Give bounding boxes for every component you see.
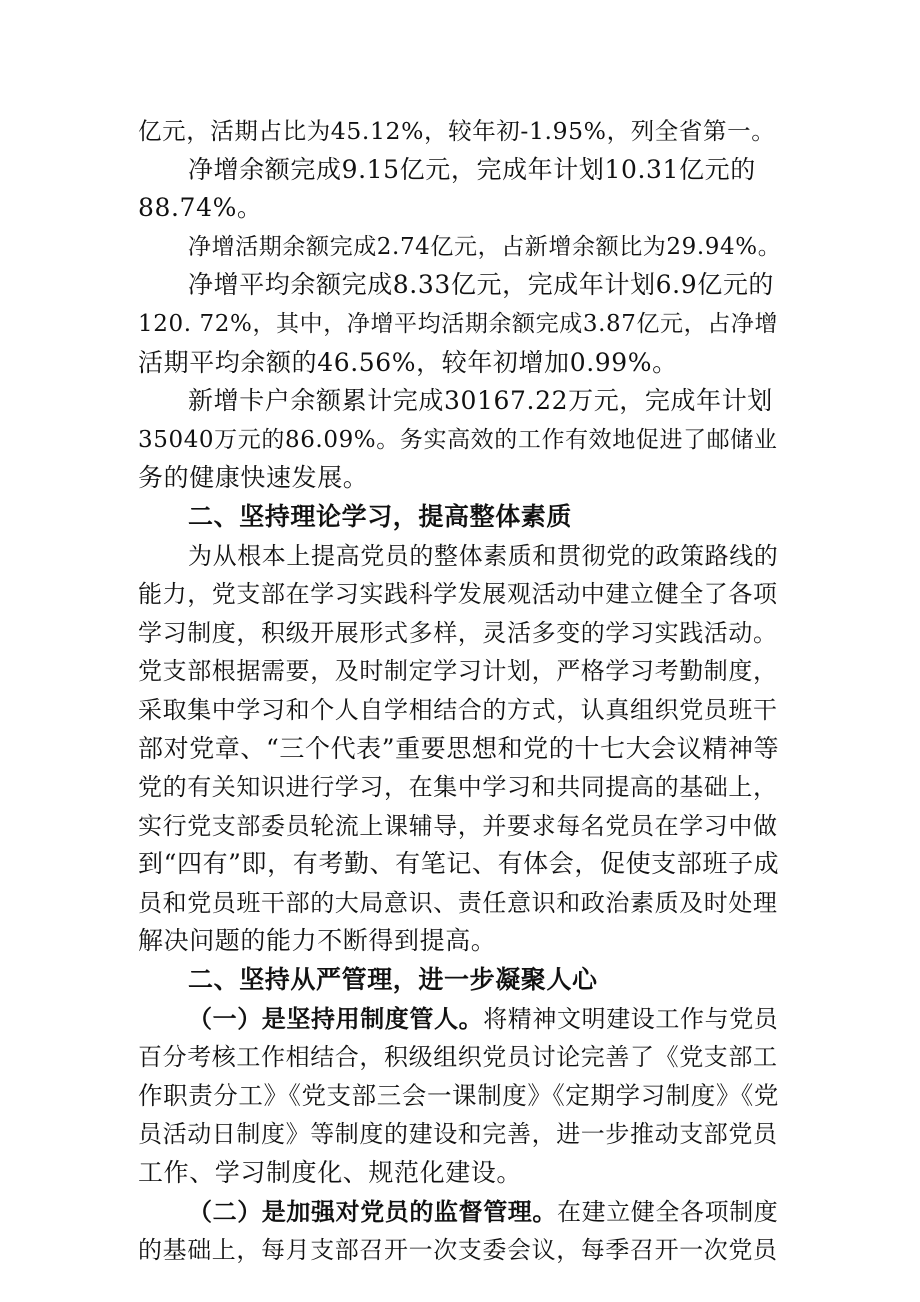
paragraph-line: 员活动日制度》等制度的建设和完善，进一步推动支部党员 xyxy=(138,1120,778,1149)
paragraph-line xyxy=(138,1193,786,1232)
paragraph-line: 35040万元的86.09%。务实高效的工作有效地促进了邮储业 xyxy=(138,426,778,453)
paragraph-line: 工作、学习制度化、规范化建设。 xyxy=(138,1158,523,1188)
paragraph-line: 党的有关知识进行学习，在集中学习和共同提高的基础上， xyxy=(138,773,778,802)
paragraph-line: 务的健康快速发展。 xyxy=(138,463,369,493)
section-heading: 二、坚持理论学习，提高整体素质 xyxy=(188,501,573,531)
paragraph-line: 净增余额完成9.15亿元，完成年计划10.31亿元的 xyxy=(188,154,756,184)
paragraph-text: 将精神文明建设工作与党员 xyxy=(483,1004,779,1033)
paragraph-line: 实行党支部委员轮流上课辅导，并要求每名党员在学习中做 xyxy=(138,811,778,840)
paragraph-line: 学习制度，积级开展形式多样，灵活多变的学习实践活动。 xyxy=(138,618,778,647)
paragraph-line: 部对党章、“三个代表”重要思想和党的十七大会议精神等 xyxy=(138,733,780,763)
paragraph-line: 解决问题的能力不断得到提高。 xyxy=(138,926,497,956)
document-page xyxy=(138,112,786,1270)
paragraph-line: 亿元，活期占比为45.12%，较年初-1.95%，列全省第一。 xyxy=(138,117,776,145)
paragraph-line: 作职责分工》《党支部三会一课制度》《定期学习制度》《党 xyxy=(138,1080,779,1110)
paragraph-line: 净增平均余额完成8.33亿元，完成年计划6.9亿元的 xyxy=(188,270,775,300)
paragraph-line: 新增卡户余额累计完成30167.22万元，完成年计划 xyxy=(188,386,773,416)
paragraph-line: 百分考核工作相结合，积级组织党员讨论完善了《党支部工 xyxy=(138,1043,778,1072)
subsection-lead: （二）是加强对党员的监督管理。 xyxy=(188,1196,557,1226)
paragraph-line: 为从根本上提高党员的整体素质和贯彻党的政策路线的 xyxy=(188,541,779,570)
section-heading: 二、坚持从严管理，进一步凝聚人心 xyxy=(188,965,598,995)
paragraph-line: 员和党员班干部的大局意识、责任意识和政治素质及时处理 xyxy=(138,888,778,917)
paragraph-line: 采取集中学习和个人自学相结合的方式，认真组织党员班干 xyxy=(138,695,778,724)
paragraph-line xyxy=(138,1000,786,1039)
paragraph-line: 的基础上，每月支部召开一次支委会议，每季召开一次党员 xyxy=(138,1236,778,1265)
paragraph-line: 到“四有”即，有考勤、有笔记、有体会，促使支部班子成 xyxy=(138,849,780,879)
paragraph-line: 净增活期余额完成2.74亿元，占新增余额比为29.94%。 xyxy=(188,233,782,260)
subsection-lead: （一）是坚持用制度管人。 xyxy=(188,1003,484,1033)
paragraph-line: 党支部根据需要，及时制定学习计划，严格学习考勤制度， xyxy=(138,657,778,686)
paragraph-line: 88.74%。 xyxy=(138,193,263,223)
paragraph-line: 能力，党支部在学习实践科学发展观活动中建立健全了各项 xyxy=(138,580,778,609)
paragraph-line: 活期平均余额的46.56%，较年初增加0.99%。 xyxy=(138,347,678,377)
paragraph-text: 在建立健全各项制度 xyxy=(557,1197,779,1226)
paragraph-line: 120. 72%，其中，净增平均活期余额完成3.87亿元，占净增 xyxy=(138,310,779,337)
